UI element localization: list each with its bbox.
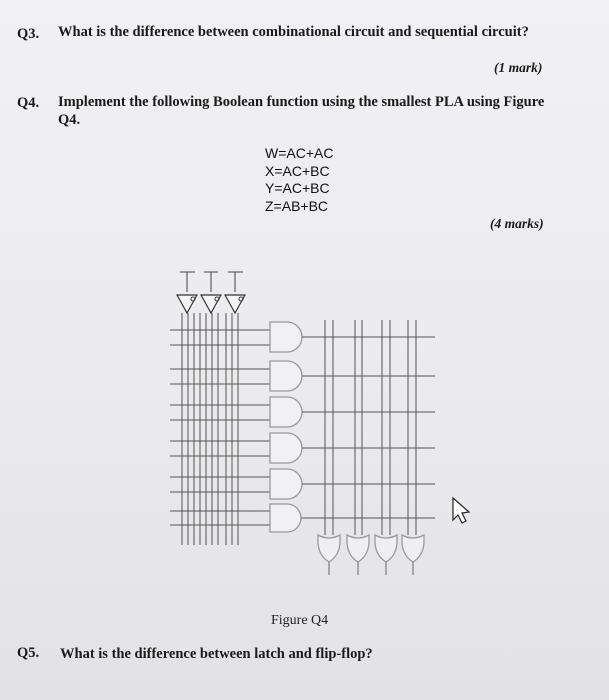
and-outputs	[301, 337, 435, 518]
figure-caption: Figure Q4	[271, 613, 329, 628]
q5-number: Q5.	[17, 645, 40, 661]
q4-text-line2: Q4.	[58, 112, 81, 128]
and-gates	[270, 322, 302, 532]
and-gate-2	[270, 361, 302, 391]
or-gate-z	[402, 535, 424, 562]
q3-text: What is the difference between combinational circuit and sequential circuit?	[58, 24, 529, 40]
cursor-icon	[453, 498, 469, 523]
q4-marks: (4 marks)	[490, 216, 544, 231]
or-gate-y	[375, 535, 397, 562]
or-gate-w	[318, 535, 340, 562]
and-gate-4	[270, 433, 302, 463]
equation-w: W=AC+AC	[265, 145, 334, 161]
or-outputs	[329, 562, 413, 575]
q4-text-line1: Implement the following Boolean function using the smallest PLA using Figure	[58, 94, 545, 110]
equation-x: X=AC+BC	[265, 162, 330, 179]
and-gate-5	[270, 469, 302, 499]
or-gates	[318, 535, 424, 562]
equation-y: Y=AC+BC	[265, 180, 330, 196]
product-lines	[170, 330, 270, 525]
input-lines	[182, 313, 238, 545]
or-input-lines	[325, 320, 416, 535]
q5-text: What is the difference between latch and flip-flop?	[60, 646, 373, 662]
and-gate-3	[270, 397, 302, 427]
and-gate-1	[270, 322, 302, 352]
q3-marks: (1 mark)	[494, 60, 543, 75]
and-gate-6	[270, 504, 301, 532]
q4-number: Q4.	[17, 95, 40, 111]
or-gate-x	[347, 535, 369, 562]
q3-number: Q3.	[17, 26, 40, 42]
equation-z: Z=AB+BC	[265, 197, 329, 214]
